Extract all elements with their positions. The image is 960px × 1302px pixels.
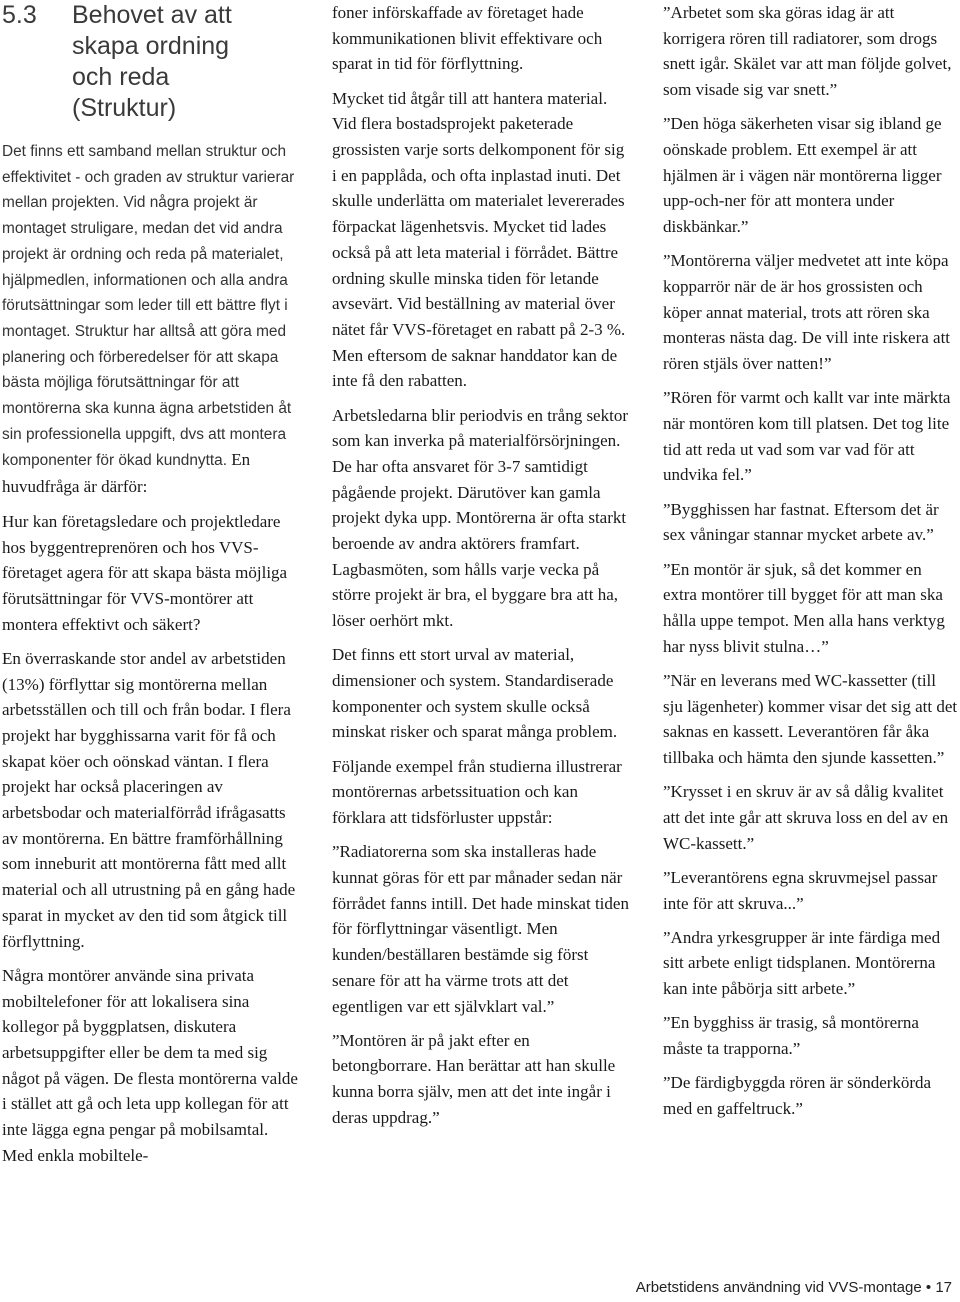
paragraph: Mycket tid åtgår till att hantera material. Vid flera bostadsprojekt paketerade grossisten varje sorts delkomponent för sig i en papplåda, och ofta inplastad inuti. Det skulle underlätta om materialet levererades förpackat lägenhetsvis. Mycket tid lades också på att leta material i förrådet. Bättre ordning skulle minska tiden för letande avsevärt. Vid beställning av material över nätet får VVS-företaget en rabatt på 2-3 %. Men eftersom de saknar handdator kan de inte få den rabatten. xyxy=(332,88,626,391)
quote: ”Montören är på jakt efter en betongborrare. Han berättar att han skulle kunna borra själv, men att det inte ingår i deras uppdrag.” xyxy=(332,1030,616,1127)
column-1 xyxy=(2,0,300,1177)
key-question: Hur kan företagsledare och projektledare hos byggentreprenören och hos VVS-företaget agera för att skapa bästa möjliga förutsättningar för VVS-montörer att montera effektivt och säkert? xyxy=(2,511,288,634)
footer-separator: • xyxy=(925,1279,932,1296)
quote: ”Montörerna väljer medvetet att inte köpa kopparrör när de är hos grossisten och köper annat material, trots att rören ska monteras nästa dag. De vill inte riskera att rören stjäls över natten!” xyxy=(663,251,951,374)
section-title xyxy=(72,0,300,124)
paragraph: Det finns ett stort urval av material, dimensioner och system. Standardiserade komponenter och system skulle också minskat risker och sparat många problem. xyxy=(332,645,618,742)
quote: ”Leverantörens egna skruvmejsel passar inte för att skruva...” xyxy=(663,867,938,913)
section-number: 5.3 xyxy=(2,1,37,29)
quote: ”En montör är sjuk, så det kommer en extra montörer till bygget för att man ska hålla uppe tempot. Men alla hans verktyg har nyss blivit stulna…” xyxy=(663,559,945,656)
paragraph: Följande exempel från studierna illustrerar montörernas arbetssituation och kan förklara att tidsförluster uppstår: xyxy=(332,756,622,828)
quote: ”De färdigbyggda rören är sönderkörda med en gaffeltruck.” xyxy=(663,1073,932,1118)
intro-paragraph xyxy=(2,139,300,501)
paragraph: Arbetsledarna blir periodvis en trång sektor som kan inverka på materialförsörjningen. De har ofta ansvaret för 3-7 samtidigt pågående projekt. Därutöver kan gamla projekt dyka upp. Montörerna är ofta starkt beroende av andra aktörers framfart. Lagbasmöten, som hålls varje vecka på större projekt är bra, el byggare bra att ha, löser oerhört mkt. xyxy=(332,405,628,631)
quote: ”När en leverans med WC-kassetter (till sju lägenheter) kommer visar det sig att det saknas en kassett. Leverantören får åka tillbaka och hämta den sjunde kassetten.” xyxy=(663,670,958,767)
section-title-line: skapa ordning xyxy=(72,32,230,60)
quote: ”Krysset i en skruv är av så dålig kvalitet att det inte går att skruva loss en del av en WC-kassett.” xyxy=(663,782,949,853)
quote: ”En bygghiss är trasig, så montörerna måste ta trapporna.” xyxy=(663,1013,919,1059)
intro-sans-text-b: Struktur har alltså att göra med planering och förberedelser för att skapa bästa möjliga förutsättningar för att montörerna ska kunna ägna arbetstiden åt sin professionella uppgift, dvs att montera komponenter för ökad kundnytta. xyxy=(2,322,292,470)
section-title-line: och reda xyxy=(72,63,170,91)
intro-serif-text: En huvudfråga är därför: xyxy=(2,450,251,497)
quote: ”Andra yrkesgrupper är inte färdiga med sitt arbete enligt tidsplanen. Montörerna kan inte påbörja sitt arbete.” xyxy=(663,927,941,999)
column-2 xyxy=(332,0,632,1139)
column-3 xyxy=(663,0,958,1130)
section-heading xyxy=(2,0,300,124)
quote: ”Bygghissen har fastnat. Eftersom det är sex våningar stannar mycket arbete av.” xyxy=(663,499,939,545)
quote: ”Den höga säkerheten visar sig ibland ge oönskade problem. Ett exempel är att hjälmen är i vägen när montörerna ligger upp-och-ner för att montera under diskbänkar.” xyxy=(663,114,942,237)
section-title-line: (Struktur) xyxy=(72,94,177,122)
quote: ”Radiatorerna som ska installeras hade kunnat göras för ett par månader sedan när förrådet fanns intill. Det hade minskat tiden för förflyttningar väsentligt. Men kunden/beställaren bestämde sig först senare för att ha värme trots att det egentligen var ett självklart val.” xyxy=(332,842,629,1016)
page-footer xyxy=(636,1277,952,1299)
quote: ”Arbetet som ska göras idag är att korrigera rören till radiatorer, som drogs snett igår. Skälet var att man följde golvet, som visade sig var snett.” xyxy=(663,3,952,100)
paragraph: En överraskande stor andel av arbetstiden (13%) förflyttar sig montörerna mellan arbetsställen och till och från bodar. I flera projekt har bygghissarna varit för få och skapat köer och oönskad väntan. I flera projekt har också placeringen av arbetsbodar och materialförråd ifrågasatts av montörerna. En bättre framförhållning som inneburit att montörerna fått med allt material och all utrustning på en gång hade sparat in mycket av den tid som åtgick till förflyttning. xyxy=(2,648,296,951)
running-title: Arbetstidens användning vid VVS-montage xyxy=(635,1279,922,1296)
paragraph: Några montörer använde sina privata mobiltelefoner för att lokalisera sina kollegor på byggplatsen, diskutera arbetsuppgifter eller be dem ta med sig något på vägen. De flesta montörerna valde i stället att gå och leta upp kollegan för att inte lägga egna pengar på mobilsamtal. Med enkla mobiltele- xyxy=(2,965,298,1165)
intro-sans-text-a: Det finns ett samband mellan struktur och effektivitet - och graden av struktur varierar mellan projekten. Vid några projekt är montaget struligare, medan det vid andra projekt är ordning och reda på materialet, hjälpmedlen, informationen och alla andra förutsättningar som leder till ett bättre flyt i montaget. xyxy=(2,143,295,340)
quote: ”Rören för varmt och kallt var inte märkta när montören kom till platsen. Det tog lite tid att reda ut vad som var vad för att undvika fel.” xyxy=(663,388,951,485)
page-number: 17 xyxy=(935,1279,952,1296)
section-title-line: Behovet av att xyxy=(72,1,232,29)
paragraph: foner införskaffade av företaget hade kommunikationen blivit effektivare och sparat in tid för förflyttning. xyxy=(332,3,603,74)
